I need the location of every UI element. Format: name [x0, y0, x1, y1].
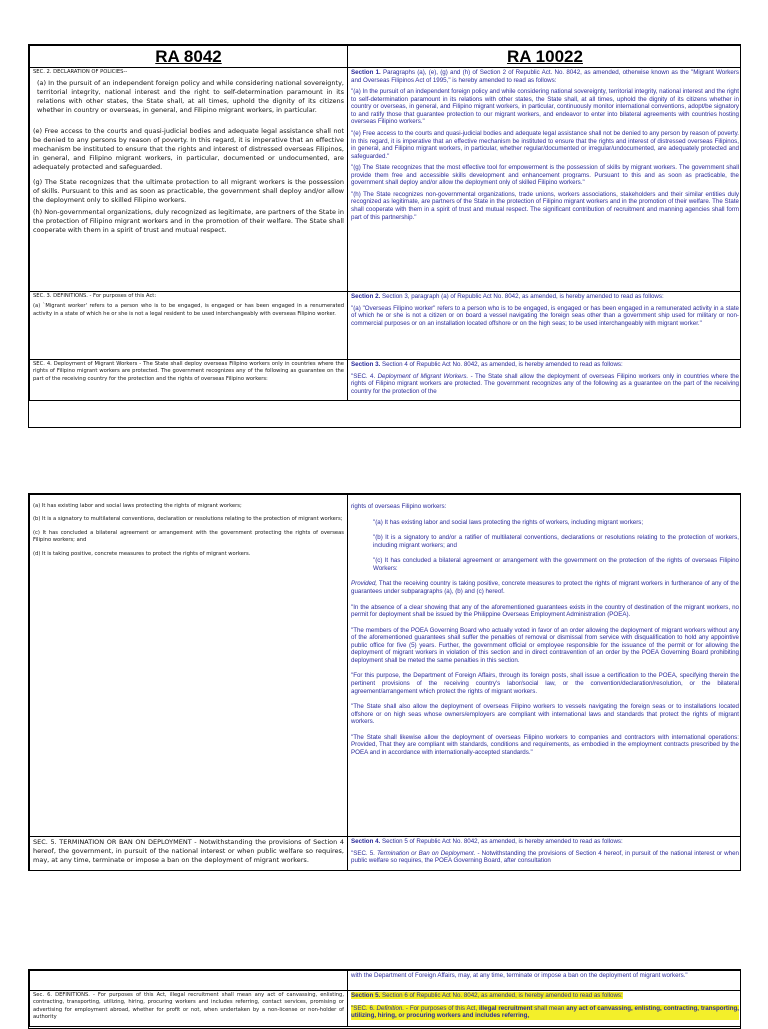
column-header-left: RA 8042 [30, 46, 348, 68]
section5-quote-mid2: shall mean [532, 1004, 567, 1012]
table-row-sec3 [30, 292, 742, 360]
section3-para-board: "The members of the POEA Governing Board who actually voted in favor of an order allowing the deployment of migrant workers without any of the aforementioned guarantees shall suffer the penalties of removal or dismissal from service with disqualification to hold any appointive public office for five (5) years. Further, the government official or employee responsible for the issuance of the permit or for allowing the deployment of migrant workers in violation of this section and in direct contravention of an order by the POEA Governing Board prohibiting deployment shall be meted the same penalties in this section. [351, 626, 739, 664]
section1-para-a: "(a) In the pursuit of an independent foreign policy and while considering national sovereignty, territorial integrity, national interest and the right to self-determination paramount in its relations with other states, the State shall, at all times, uphold the dignity of its citizens whether in country or overseas, in general, and Filipino migrant workers, in particular, continuously monitor international conventions, adopt/be signatory to and ratify those that guarantee protection to our migrant workers, and endeavor to enter into bilateral agreements with countries hosting overseas Filipino workers." [351, 88, 739, 126]
section3-para-dfa: "For this purpose, the Department of Foreign Affairs, through its foreign posts, shall issue a certification to the POEA, specifying therein the pertinent provisions of the receiving country's labor/social law, or the convention/declaration/resolution, or the bilateral agreement/arrangement which protect the rights of migrant workers. [351, 672, 739, 695]
section1-para-e: "(e) Free access to the courts and quasi-judicial bodies and adequate legal assistance shall not be denied to any person by reason of poverty. In this regard, it is imperative that an effective mechanism be instituted to ensure that the rights and interest of distressed overseas Filipinos, in general, and Filipino migrant workers, in particular, whether regular/documented or irregular/undocumented, are adequately protected and safeguarded." [351, 129, 739, 160]
ra10022-section4-cell [348, 837, 742, 871]
sec4-item-d: (d) It is taking positive, concrete measures to protect the rights of migrant workers. [33, 550, 251, 557]
table-row-sec6 [30, 991, 742, 1027]
section4-label: Section 4. [351, 838, 381, 845]
section3-para-vessels: "The State shall also allow the deployment of overseas Filipino workers to vessels navigating the foreign seas or to installations located offshore or on high seas whose owners/employers are compliant with international laws and standards that protect the rights of migrant workers. [351, 703, 739, 726]
section2-intro: Section 3, paragraph (a) of Republic Act No. 8042, as amended, is hereby amended to read as follows: [381, 293, 664, 300]
ra10022-section5-cell [348, 991, 742, 1027]
header-row [30, 46, 742, 68]
comparison-table-2 [29, 494, 741, 871]
ra10022-section3-cell [348, 360, 742, 401]
comparison-table-1 [29, 45, 741, 401]
sec3-heading: SEC. 3. DEFINITIONS. - For purposes of this Act: [33, 293, 157, 299]
section3-quote-title: Deployment of Migrant Workers. [377, 372, 469, 380]
section3-cont-top: rights of overseas Filipino workers: [351, 503, 447, 510]
ra8042-sec6-cell [30, 991, 348, 1027]
ra8042-empty-cell [30, 971, 348, 991]
ra10022-section2-cell [348, 292, 742, 360]
section2-label: Section 2. [351, 293, 381, 300]
page-1 [28, 44, 741, 428]
sec5-text: SEC. 5. TERMINATION OR BAN ON DEPLOYMENT - Notwithstanding the provisions of Section 4 hereof, the government, in pursuit of the national interest or when public welfare so requires, may, at any time, terminate or impose a ban on the deployment of migrant workers. [33, 838, 344, 864]
section5-quote-mid: - For purposes of this Act, [404, 1004, 479, 1012]
ra8042-sec4-items-cell [30, 495, 348, 837]
section5-intro: Section 6 of Republic Act No. 8042, as amended, is hereby amended to read as follows: [381, 992, 623, 999]
section1-label: Section 1. [351, 69, 381, 76]
ra8042-sec4-cell [30, 360, 348, 401]
sec3-para-a: (a) `Migrant worker' refers to a person who is to be engaged, is engaged or has been engaged in a renumerated activity in a state of which he or she is not a legal resident to be used interchangeably with overseas Filipino worker. [33, 303, 344, 317]
sec2-para-h: (h) Non-governmental organizations, duly recognized as legitimate, are partners of the State in the protection of Filipino migrant workers and in the promotion of their welfare. The State shall cooperate with them in a spirit of trust and mutual respect. [33, 208, 344, 234]
section3-intro: Section 4 of Republic Act No. 8042, as amended, is hereby amended to read as follows: [381, 361, 623, 368]
section5-quote-bold2: any act of canvassing, enlisting, contracting, transporting, utilizing, hiring, or procuring workers and includes referring, [351, 1004, 739, 1020]
sec2-para-e: (e) Free access to the courts and quasi-judicial bodies and adequate legal assistance shall not be denied to any persons by reason of poverty. In this regard, it is imperative that an effective mechanism be instituted to ensure that the rights and interest of distressed overseas Filipinos, in general, and Filipino migrant workers, in particular, documented or undocumented, are adequately protected and safeguarded. [33, 127, 344, 172]
comparison-table-3 [29, 970, 741, 1027]
section4-cont-text: with the Department of Foreign Affairs, may, at any time, terminate or impose a ban on the deployment of migrant workers." [351, 972, 688, 979]
section4-intro: Section 5 of Republic Act No. 8042, as amended, is hereby amended to read as follows: [381, 838, 623, 845]
section1-para-g: "(g) The State recognizes that the most effective tool for empowerment is the possession of skills by migrant workers. The government shall provide them free and accessible skills development and enhancement programs. Pursuant to this and as soon as practicable, the government shall deploy and/or allow the deployment only of skilled Filipino workers." [351, 164, 739, 187]
proviso-text: That the receiving country is taking positive, concrete measures to protect the rights of migrant workers in furtherance of any of the guarantees under subparagraphs (a), (b) and (c) hereof. [351, 580, 739, 595]
sec2-para-a: (a) In the pursuit of an independent foreign policy and while considering national sovereignty, territorial integrity, national interest and the right to self-determination paramount in its relations with other states, the State shall, at all times, uphold the dignity of its citizens whether in country or overseas, in general, and Filipino migrant workers, in particular. [37, 79, 344, 115]
proviso-lead: Provided, [351, 580, 378, 588]
sec6-text: Sec. 6. DEFINITIONS. - For purposes of this Act, illegal recruitment shall mean any act of canvassing, enlisting, contracting, transporting, utilizing, hiring, procuring workers and includes referring, contact services, promising or advertising for employment abroad, whether for profit or not, when undertaken by a non-license or non-holder of authority [33, 992, 344, 1021]
sec4-item-a: (a) It has existing labor and social laws protecting the rights of migrant workers; [33, 503, 242, 509]
section2-para-a: "(a) "Overseas Filipino worker" refers to a person who is to be engaged, is engaged or has been engaged in a remunerated activity in a state of which he or she is not a citizen or on board a vessel navigating the foreign seas other than a government ship used for military or non-commercial purposes or on an installation located offshore or on the high seas; to be used interchangeably with migrant worker." [351, 304, 739, 327]
table-row-sec5-cont [30, 971, 742, 991]
ra8042-sec3-cell [30, 292, 348, 360]
column-header-right: RA 10022 [348, 46, 742, 68]
sec4-item-c: (c) It has concluded a bilateral agreement or arrangement with the government protecting the rights of overseas Filipino workers; and [33, 529, 344, 544]
section5-label: Section 5. [351, 992, 381, 999]
section5-quote-title: Definition. [376, 1004, 405, 1012]
table-row-sec4-cont [30, 495, 742, 837]
sec2-para-g: (g) The State recognizes that the ultimate protection to all migrant workers is the possession of skills. Pursuant to this and as soon as practicable, the government shall deploy and/or allow the deployment only to skilled Filipino workers. [33, 178, 344, 205]
section3-item-a: "(a) It has existing labor and social laws protecting the rights of workers, including migrant workers; [373, 518, 644, 526]
section1-intro: Paragraphs (a), (e), (g) and (h) of Section 2 of Republic Act. No. 8042, as amended, otherwise known as the "Migrant Workers and Overseas Filipinos Act of 1995," is hereby amended to read as follows: [351, 69, 739, 84]
ra10022-section4-cont-cell [348, 971, 742, 991]
ra10022-section1-cell [348, 68, 742, 292]
ra8042-sec2-cell [30, 68, 348, 292]
sec4-item-b: (b) It is a signatory to multilateral conventions, declaration or resolutions relating to the protection of migrant workers; [33, 516, 343, 523]
sec2-heading: SEC. 2. DECLARATION OF POLICIES-- [33, 69, 128, 75]
section5-quote-bold1: illegal recruitment [478, 1004, 533, 1012]
section3-label: Section 3. [351, 361, 381, 368]
sec4-text: SEC. 4. Deployment of Migrant Workers - The State shall deploy overseas Filipino workers only in countries where the rights of Filipino migrant workers are protected. The government recognizes any of the following as guarantee on the part of the receiving country for the protection and the rights of overseas Filipino workers: [33, 361, 344, 382]
section3-quote-prefix: "SEC. 4. [351, 372, 378, 380]
table-row-sec2 [30, 68, 742, 292]
section3-quote-body: - The State shall allow the deployment of overseas Filipino workers only in countries where the rights of Filipino migrant workers are protected. The government recognizes any of the following as a guarantee on the part of the receiving country for the protection of the [351, 372, 739, 395]
page-3 [28, 969, 741, 1029]
section4-quote-body: - Notwithstanding the provisions of Section 4 hereof, in pursuit of the national interest or when public welfare so requires, the POEA Governing Board, after consultation [351, 849, 739, 865]
ra10022-section3-cont-cell [348, 495, 742, 837]
section4-quote-title: Termination or Ban on Deployment. [376, 849, 476, 857]
table-row-sec4 [30, 360, 742, 401]
page-2 [28, 493, 741, 871]
ra8042-sec5-cell [30, 837, 348, 871]
table-row-sec5 [30, 837, 742, 871]
section3-item-b: "(b) It is a signatory to and/or a ratifier of multilateral conventions, declarations or resolutions relating to the protection of workers, including migrant workers; and [373, 534, 739, 549]
section3-para-companies: "The State shall likewise allow the deployment of overseas Filipino workers to companies and contractors with international operations: Provided, That they are compliant with standards, conditions and requirements, as embodied in the employment contracts prescribed by the POEA and in accordance with internationally-accepted standards." [351, 733, 739, 756]
section5-quote-prefix: "SEC. 6. [351, 1004, 377, 1012]
section1-para-h: "(h) The State recognizes non-governmental organizations, trade unions, workers associations, stakeholders and their similar entities duly recognized as legitimate, are partners of the State in the protection of Filipino migrant workers and in the promotion of their welfare. The State shall cooperate with them in a spirit of trust and mutual respect. The significant contribution of recruitment and manning agencies shall form part of this partnership." [351, 190, 739, 221]
section4-quote-prefix: "SEC. 5. [351, 849, 377, 857]
section3-item-c: "(c) It has concluded a bilateral agreement or arrangement with the government on the protection of the rights of overseas Filipino Workers: [373, 557, 739, 572]
section3-para-absence: "In the absence of a clear showing that any of the aforementioned guarantees exists in the country of destination of the migrant workers, no permit for deployment shall be issued by the Philippine Overseas Employment Administration (POEA). [351, 603, 739, 619]
